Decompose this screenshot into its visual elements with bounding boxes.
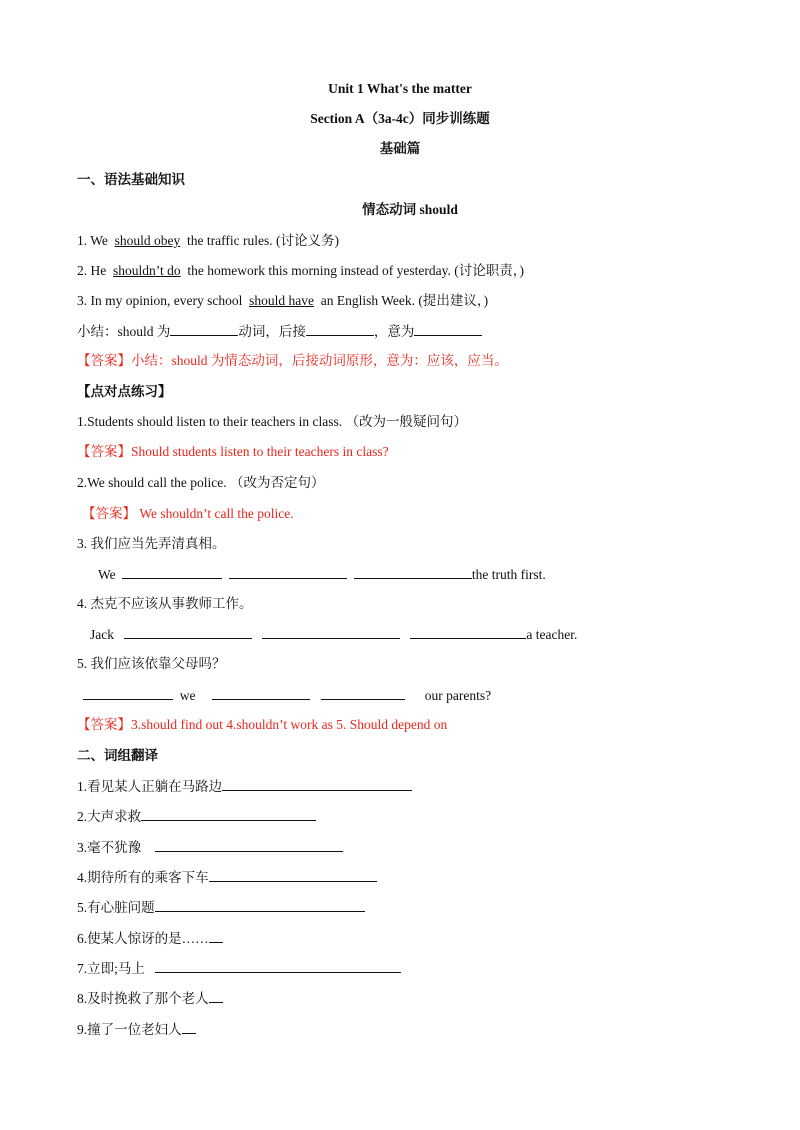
practice-heading: 【点对点练习】 xyxy=(77,384,172,399)
document-title: Unit 1 What's the matter xyxy=(328,81,472,96)
part1-heading: 一、语法基础知识 xyxy=(77,172,185,187)
phrase-item-label: 4.期待所有的乘客下车 xyxy=(77,870,209,885)
q3-blank-3[interactable] xyxy=(354,565,472,579)
phrase-blank[interactable] xyxy=(209,929,223,943)
summary-b: 动词，后接 xyxy=(238,324,306,339)
phrase-item xyxy=(77,959,401,978)
phrase-item-label: 1.看见某人正躺在马路边 xyxy=(77,779,223,794)
q5-end: our parents? xyxy=(424,688,492,703)
practice-q5-line xyxy=(83,686,491,705)
example-1-pre: 1. We xyxy=(77,233,108,248)
phrase-item-label: 9.撞了一位老妇人 xyxy=(77,1022,182,1037)
example-2-post: the homework this morning instead of yesterday. (讨论职责，) xyxy=(187,263,524,278)
practice-answers: 【答案】3.should find out 4.shouldn’t work as 5. Should depend on xyxy=(77,717,448,732)
summary-a: 小结：should 为 xyxy=(77,324,171,339)
phrase-item xyxy=(77,929,223,948)
phrase-item xyxy=(77,838,343,857)
summary-blank-2[interactable] xyxy=(306,322,374,336)
phrase-blank[interactable] xyxy=(209,989,223,1003)
q4-blank-1[interactable] xyxy=(124,625,252,639)
q4-blank-3[interactable] xyxy=(410,625,526,639)
example-1-post: the traffic rules. (讨论义务) xyxy=(187,233,340,248)
example-3-post: an English Week. (提出建议，) xyxy=(320,293,489,308)
topic-title: 情态动词 should xyxy=(362,202,458,217)
practice-q3-line xyxy=(98,565,546,584)
phrase-blank[interactable] xyxy=(141,807,316,821)
summary-blank-1[interactable] xyxy=(170,322,238,336)
phrase-item xyxy=(77,989,223,1008)
q5-blank-2[interactable] xyxy=(212,686,310,700)
example-3-fill: should have xyxy=(249,293,314,308)
phrase-blank[interactable] xyxy=(155,959,401,973)
phrase-blank[interactable] xyxy=(182,1020,196,1034)
section-title: Section A（3a-4c）同步训练题 xyxy=(310,111,490,126)
example-1-fill: should obey xyxy=(114,233,181,248)
phrase-item xyxy=(77,868,377,887)
practice-q4: 4. 杰克不应该从事教师工作。 xyxy=(77,596,253,611)
phrase-item-label: 3.毫不犹豫 xyxy=(77,840,142,855)
practice-q5: 5. 我们应该依靠父母吗？ xyxy=(77,656,226,671)
phrase-item-label: 8.及时挽救了那个老人 xyxy=(77,991,209,1006)
practice-a2: 【答案】 We shouldn’t call the police. xyxy=(82,506,294,521)
q3-blank-1[interactable] xyxy=(122,565,222,579)
phrase-blank[interactable] xyxy=(222,777,412,791)
q5-blank-1[interactable] xyxy=(83,686,173,700)
summary-blank-3[interactable] xyxy=(414,322,482,336)
example-1 xyxy=(77,232,339,250)
phrase-item xyxy=(77,777,412,796)
q4-jack: Jack xyxy=(90,627,114,642)
q4-end: a teacher. xyxy=(526,627,578,642)
q5-blank-3[interactable] xyxy=(321,686,405,700)
example-3 xyxy=(77,292,488,310)
phrase-blank[interactable] xyxy=(155,898,365,912)
phrase-blank[interactable] xyxy=(209,868,377,882)
practice-a1: 【答案】Should students listen to their teachers in class? xyxy=(77,444,389,459)
phrase-item xyxy=(77,807,316,826)
level-title: 基础篇 xyxy=(379,141,421,156)
phrase-item-label: 5.有心脏问题 xyxy=(77,900,155,915)
example-2-fill: shouldn’t do xyxy=(113,263,181,278)
q3-end: the truth first. xyxy=(471,567,546,582)
example-2-pre: 2. He xyxy=(77,263,107,278)
phrase-item xyxy=(77,898,365,917)
practice-q2: 2.We should call the police. （改为否定句） xyxy=(77,475,325,490)
phrase-item-label: 6.使某人惊讶的是…… xyxy=(77,931,209,946)
phrase-blank[interactable] xyxy=(155,838,343,852)
part2-heading: 二、词组翻译 xyxy=(77,748,158,763)
q4-blank-2[interactable] xyxy=(262,625,400,639)
practice-q3: 3. 我们应当先弄清真相。 xyxy=(77,536,226,551)
phrase-item-label: 2.大声求救 xyxy=(77,809,142,824)
q3-we: We xyxy=(98,567,116,582)
practice-q1: 1.Students should listen to their teachers in class. （改为一般疑问句） xyxy=(77,414,467,429)
q3-blank-2[interactable] xyxy=(229,565,347,579)
summary-line xyxy=(77,322,482,341)
phrase-item xyxy=(77,1020,196,1039)
summary-answer: 【答案】小结：should 为情态动词，后接动词原形，意为：应该，应当。 xyxy=(77,353,508,368)
practice-q4-line xyxy=(90,625,577,644)
example-3-pre: 3. In my opinion, every school xyxy=(77,293,243,308)
phrase-item-label: 7.立即;马上 xyxy=(77,961,145,976)
summary-c: ，意为 xyxy=(373,324,415,339)
example-2 xyxy=(77,262,524,280)
q5-we: we xyxy=(179,688,196,703)
